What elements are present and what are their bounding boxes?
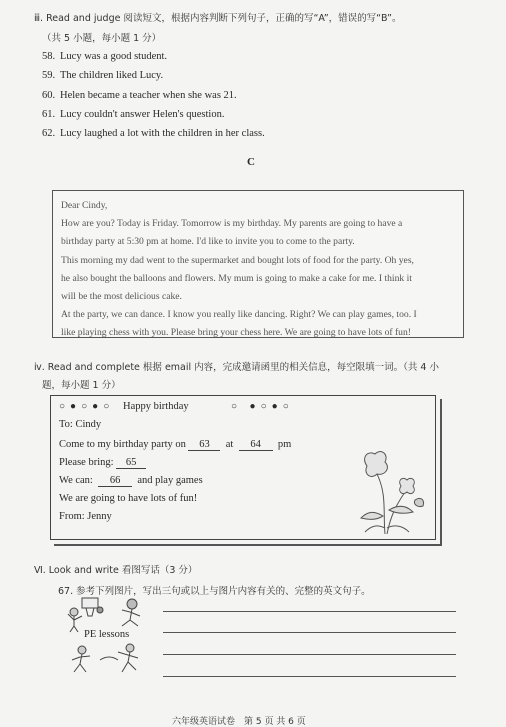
answer-line[interactable]	[163, 611, 456, 612]
dot-row-right	[231, 401, 294, 412]
section-iv-heading: ⅳ. Read and complete 根据 email 内容，完成邀请函里的相关信息，每空限填一词。（共 4 小	[34, 362, 439, 373]
page-footer: 六年级英语试卷 第 5 页 共 6 页	[172, 717, 306, 727]
flower-illustration	[347, 444, 429, 536]
section-iv-heading-cont: 题，每小题 1 分）	[42, 380, 121, 391]
card-fun: We are going to have lots of fun!	[59, 493, 198, 504]
passage-line: he also bought the balloons and flowers. My mum is going to make a cake for me. I think it	[61, 272, 412, 284]
circle-icon: ○	[282, 401, 294, 412]
passage-line: This morning my dad went to the supermarket and bought lots of food for the party. Oh yes,	[61, 254, 414, 266]
answer-line[interactable]	[163, 654, 456, 655]
list-item	[42, 70, 163, 81]
item-text: Helen became a teacher when she was 21.	[60, 90, 237, 101]
bring-prefix: Please bring:	[59, 457, 114, 468]
passage-line: How are you? Today is Friday. Tomorrow is my birthday. My parents are going to have a	[61, 218, 403, 230]
section-vi-heading: Ⅵ. Look and write 看图写话（3 分）	[34, 565, 198, 576]
can-prefix: We can:	[59, 475, 93, 486]
card-can-line	[59, 475, 203, 487]
circle-icon: ○	[81, 401, 93, 412]
list-item	[42, 51, 167, 62]
list-item	[42, 109, 224, 120]
question-67: 67. 参考下列图片，写出三句或以上与图片内容有关的、完整的英文句子。	[58, 586, 371, 597]
item-number: 61.	[42, 109, 56, 120]
passage-label: C	[247, 156, 255, 168]
blank-64[interactable]: 64	[239, 439, 273, 451]
card-to: To: Cindy	[59, 419, 102, 430]
card-bring-line	[59, 457, 146, 469]
at-label: at	[225, 439, 234, 450]
item-number: 62.	[42, 128, 56, 139]
can-suffix: and play games	[137, 475, 203, 486]
card-title: Happy birthday	[123, 401, 189, 412]
item-number: 60.	[42, 90, 56, 101]
passage-line: Dear Cindy,	[61, 200, 108, 211]
circle-icon: ○	[231, 401, 243, 412]
item-text: Lucy was a good student.	[60, 51, 168, 62]
dot-icon: ●	[92, 401, 104, 412]
passage-box	[52, 190, 464, 338]
blank-65[interactable]: 65	[116, 457, 146, 469]
dot-icon: ●	[249, 401, 261, 412]
card-come-line	[59, 439, 291, 451]
dot-row-left	[59, 401, 114, 412]
circle-icon: ○	[59, 401, 71, 412]
passage-line: will be the most delicious cake.	[61, 291, 182, 303]
invitation-card	[50, 395, 436, 540]
item-text: The children liked Lucy.	[60, 70, 164, 81]
section-iii-heading: ⅲ. Read and judge 阅读短文，根据内容判断下列句子，正确的写“A”，错误的写“B”。	[34, 13, 402, 24]
dot-icon: ●	[271, 401, 283, 412]
answer-line[interactable]	[163, 632, 456, 633]
item-text: Lucy laughed a lot with the children in her class.	[60, 128, 265, 139]
come-prefix: Come to my birthday party on	[59, 439, 186, 450]
item-text: Lucy couldn't answer Helen's question.	[60, 109, 225, 120]
list-item	[42, 90, 237, 101]
dot-icon: ●	[70, 401, 82, 412]
blank-66[interactable]: 66	[98, 475, 132, 487]
passage-line: birthday party at 5:30 pm at home. I'd like to invite you to come to the party.	[61, 236, 355, 248]
section-iii-note: （共 5 小题，每小题 1 分）	[42, 33, 162, 44]
blank-63[interactable]: 63	[188, 439, 220, 451]
circle-icon: ○	[260, 401, 272, 412]
pm-label: pm	[277, 439, 292, 450]
passage-line: At the party, we can dance. I know you really like dancing. Right? We can play games, too. I	[61, 309, 417, 321]
circle-icon: ○	[103, 401, 115, 412]
answer-line[interactable]	[163, 676, 456, 677]
image-label: PE lessons	[84, 629, 130, 640]
item-number: 58.	[42, 51, 56, 62]
list-item	[42, 128, 265, 139]
item-number: 59.	[42, 70, 56, 81]
passage-line: like playing chess with you. Please bring your chess here. We are going to have lots of fun!	[61, 327, 411, 339]
card-from: From: Jenny	[59, 511, 112, 522]
